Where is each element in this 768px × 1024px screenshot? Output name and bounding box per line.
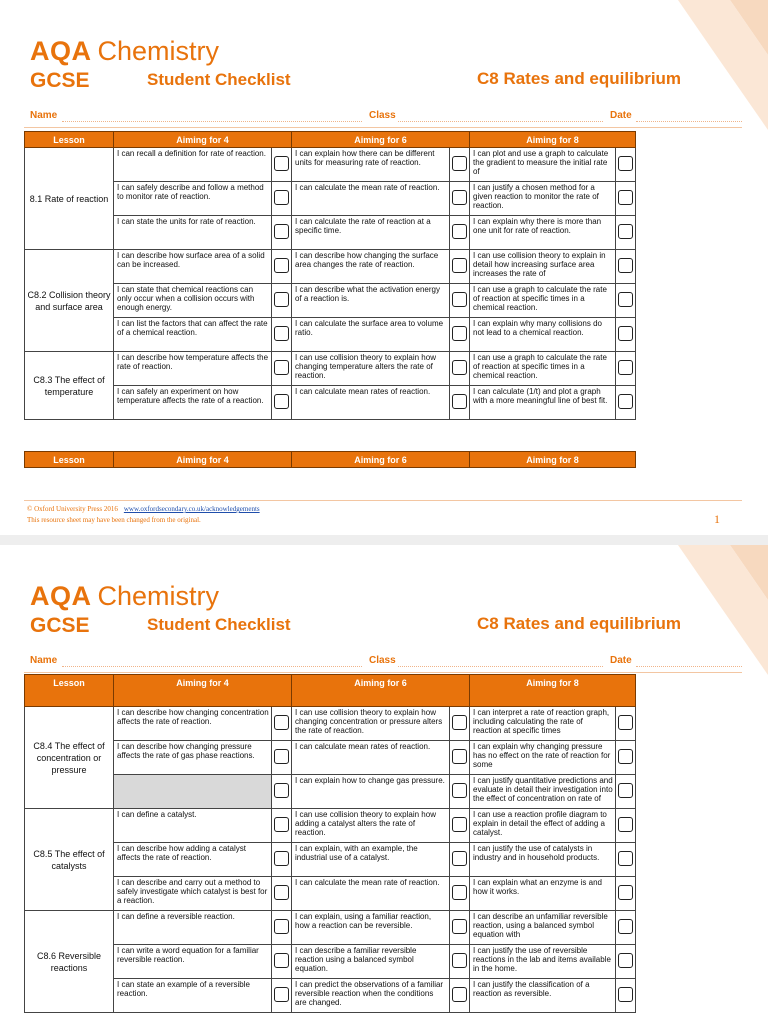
statement-cell: I can define a catalyst.: [114, 809, 272, 843]
copyright-notice: [27, 505, 260, 513]
checkbox-cell: [616, 318, 636, 352]
table-header-row: [25, 452, 636, 468]
tick-checkbox[interactable]: [274, 190, 289, 205]
checklist-table-empty: [24, 451, 636, 468]
checkbox-cell: [272, 877, 292, 911]
statement-cell: I can describe how changing concentration affects the rate of reaction.: [114, 707, 272, 741]
tick-checkbox[interactable]: [452, 394, 467, 409]
modification-notice: This resource sheet may have been changed from the original.: [27, 516, 201, 524]
column-header-aim4: Aiming for 4: [114, 675, 292, 707]
unit-title: C8 Rates and equilibrium: [477, 69, 682, 88]
statement-cell: I can describe a familiar reversible reaction using a balanced symbol equation.: [292, 945, 450, 979]
tick-checkbox[interactable]: [274, 817, 289, 832]
tick-checkbox[interactable]: [274, 292, 289, 307]
checkbox-cell: [616, 775, 636, 809]
tick-checkbox[interactable]: [274, 987, 289, 1002]
checkbox-cell: [616, 250, 636, 284]
table-row: [25, 775, 636, 809]
tick-checkbox[interactable]: [274, 885, 289, 900]
lesson-cell: C8.4 The effect of concentration or pressure: [25, 707, 114, 809]
statement-cell: I can explain what an enzyme is and how it works.: [470, 877, 616, 911]
lesson-cell: C8.3 The effect of temperature: [25, 352, 114, 420]
statement-cell: I can describe what the activation energy of a reaction is.: [292, 284, 450, 318]
tick-checkbox[interactable]: [452, 919, 467, 934]
level-name: GCSE: [30, 614, 90, 637]
checkbox-cell: [450, 284, 470, 318]
checkbox-cell: [616, 911, 636, 945]
table-row: [25, 877, 636, 911]
checkbox-cell: [450, 318, 470, 352]
unit-title: C8 Rates and equilibrium: [477, 614, 682, 633]
statement-cell: I can plot and use a graph to calculate the gradient to measure the initial rate of: [470, 148, 616, 182]
header-rule: [24, 672, 742, 673]
checkbox-cell: [272, 284, 292, 318]
checkbox-cell: [272, 216, 292, 250]
checkbox-cell: [450, 979, 470, 1013]
tick-checkbox[interactable]: [274, 360, 289, 375]
acknowledgements-link[interactable]: www.oxfordsecondary.co.uk/acknowledgements: [123, 505, 260, 513]
statement-cell: I can list the factors that can affect the rate of a chemical reaction.: [114, 318, 272, 352]
tick-checkbox[interactable]: [274, 394, 289, 409]
subject-name: Chemistry: [97, 581, 220, 611]
checkbox-cell: [272, 250, 292, 284]
checkbox-cell: [272, 148, 292, 182]
statement-cell: I can use collision theory to explain how changing temperature alters the rate of reaction.: [292, 352, 450, 386]
checkbox-cell: [450, 945, 470, 979]
statement-cell: I can state an example of a reversible reaction.: [114, 979, 272, 1013]
footer-rule: [24, 500, 742, 501]
tick-checkbox[interactable]: [618, 360, 633, 375]
statement-cell: I can calculate (1/t) and plot a graph with a more meaningful line of best fit.: [470, 386, 616, 420]
table-row: [25, 979, 636, 1013]
statement-cell: I can use collision theory to explain how changing concentration or pressure alters the rate of reaction.: [292, 707, 450, 741]
checkbox-cell: [616, 843, 636, 877]
statement-cell: I can justify the use of reversible reactions in the lab and items available in the home.: [470, 945, 616, 979]
table-header-row: [25, 132, 636, 148]
checkbox-cell: [616, 216, 636, 250]
lesson-cell: 8.1 Rate of reaction: [25, 148, 114, 250]
checkbox-cell: [450, 182, 470, 216]
tick-checkbox[interactable]: [618, 190, 633, 205]
brand-name: AQA: [30, 581, 92, 611]
date-field[interactable]: [636, 666, 742, 667]
tick-checkbox[interactable]: [452, 292, 467, 307]
tick-checkbox[interactable]: [452, 190, 467, 205]
statement-cell: I can use a graph to calculate the rate of reaction at specific times in a chemical reaction.: [470, 284, 616, 318]
column-header-lesson: Lesson: [25, 675, 114, 707]
table-row: [25, 809, 636, 843]
statement-cell: I can safely an experiment on how temperature affects the rate of a reaction.: [114, 386, 272, 420]
statement-cell: I can explain how there can be different units for measuring rate of reaction.: [292, 148, 450, 182]
table-row: [25, 148, 636, 182]
brand-name: AQA: [30, 36, 92, 66]
checkbox-cell: [616, 877, 636, 911]
checkbox-cell: [616, 741, 636, 775]
column-header-lesson: Lesson: [25, 452, 114, 468]
statement-cell: I can predict the observations of a familiar reversible reaction when the conditions are changed.: [292, 979, 450, 1013]
tick-checkbox[interactable]: [618, 394, 633, 409]
column-header-aim4: Aiming for 4: [114, 132, 292, 148]
header-rule: [24, 127, 742, 128]
tick-checkbox[interactable]: [274, 783, 289, 798]
table-row: [25, 250, 636, 284]
checkbox-cell: [272, 707, 292, 741]
tick-checkbox[interactable]: [618, 749, 633, 764]
statement-cell: I can safely describe and follow a method to monitor rate of reaction.: [114, 182, 272, 216]
checkbox-cell: [450, 809, 470, 843]
corner-decoration: [678, 0, 768, 130]
checkbox-cell: [450, 775, 470, 809]
checkbox-cell: [272, 979, 292, 1013]
checkbox-cell: [272, 386, 292, 420]
checkbox-cell: [450, 707, 470, 741]
checklist-subtitle: Student Checklist: [147, 70, 291, 89]
checkbox-cell: [616, 148, 636, 182]
tick-checkbox[interactable]: [618, 953, 633, 968]
statement-cell: I can describe and carry out a method to safely investigate which catalyst is best for a reaction.: [114, 877, 272, 911]
table-row: [25, 707, 636, 741]
statement-cell: I can calculate the mean rate of reaction.: [292, 182, 450, 216]
name-field[interactable]: [62, 666, 362, 667]
statement-cell: I can explain, using a familiar reaction, how a reaction can be reversible.: [292, 911, 450, 945]
tick-checkbox[interactable]: [274, 919, 289, 934]
checkbox-cell: [272, 182, 292, 216]
tick-checkbox[interactable]: [618, 326, 633, 341]
table-row: [25, 318, 636, 352]
class-field[interactable]: [398, 121, 603, 122]
tick-checkbox[interactable]: [274, 326, 289, 341]
table-row: [25, 741, 636, 775]
table-row: [25, 843, 636, 877]
statement-cell: I can use a graph to calculate the rate of reaction at specific times in a chemical reaction.: [470, 352, 616, 386]
checkbox-cell: [616, 182, 636, 216]
statement-cell: I can write a word equation for a familiar reversible reaction.: [114, 945, 272, 979]
tick-checkbox[interactable]: [618, 258, 633, 273]
statement-cell: I can state the units for rate of reaction.: [114, 216, 272, 250]
tick-checkbox[interactable]: [618, 783, 633, 798]
column-header-aim8: Aiming for 8: [470, 132, 636, 148]
checkbox-cell: [616, 386, 636, 420]
tick-checkbox[interactable]: [452, 817, 467, 832]
statement-cell: I can explain how to change gas pressure.: [292, 775, 450, 809]
class-field[interactable]: [398, 666, 603, 667]
checklist-table: [24, 674, 636, 1013]
tick-checkbox[interactable]: [618, 156, 633, 171]
checkbox-cell: [450, 911, 470, 945]
column-header-aim6: Aiming for 6: [292, 452, 470, 468]
checkbox-cell: [450, 352, 470, 386]
checkbox-cell: [616, 809, 636, 843]
checkbox-cell: [272, 911, 292, 945]
table-header-row: [25, 675, 636, 707]
checkbox-cell: [616, 284, 636, 318]
tick-checkbox[interactable]: [618, 715, 633, 730]
checkbox-cell: [616, 707, 636, 741]
checkbox-cell: [450, 216, 470, 250]
tick-checkbox[interactable]: [274, 953, 289, 968]
checkbox-cell: [272, 741, 292, 775]
statement-cell: I can state that chemical reactions can only occur when a collision occurs with enough energy.: [114, 284, 272, 318]
tick-checkbox[interactable]: [618, 224, 633, 239]
checkbox-cell: [272, 352, 292, 386]
statement-cell: I can describe how temperature affects the rate of reaction.: [114, 352, 272, 386]
date-label: Date: [610, 655, 632, 666]
checkbox-cell: [272, 318, 292, 352]
tick-checkbox[interactable]: [274, 156, 289, 171]
statement-cell: I can explain why changing pressure has no effect on the rate of reaction for some: [470, 741, 616, 775]
tick-checkbox[interactable]: [618, 817, 633, 832]
statement-cell: I can describe how adding a catalyst affects the rate of reaction.: [114, 843, 272, 877]
checkbox-cell: [272, 775, 292, 809]
statement-cell: I can describe how changing pressure affects the rate of gas phase reactions.: [114, 741, 272, 775]
column-header-aim6: Aiming for 6: [292, 132, 470, 148]
statement-cell: I can justify a chosen method for a given reaction to monitor the rate of reaction.: [470, 182, 616, 216]
tick-checkbox[interactable]: [274, 258, 289, 273]
checklist-subtitle: Student Checklist: [147, 615, 291, 634]
name-label: Name: [30, 110, 58, 121]
corner-decoration: [678, 545, 768, 675]
table-row: [25, 216, 636, 250]
tick-checkbox[interactable]: [452, 715, 467, 730]
tick-checkbox[interactable]: [274, 851, 289, 866]
statement-cell: I can calculate the mean rate of reaction.: [292, 877, 450, 911]
tick-checkbox[interactable]: [618, 987, 633, 1002]
tick-checkbox[interactable]: [274, 224, 289, 239]
tick-checkbox[interactable]: [452, 258, 467, 273]
statement-cell: I can describe an unfamiliar reversible reaction, using a balanced symbol equation with: [470, 911, 616, 945]
checkbox-cell: [272, 945, 292, 979]
statement-cell: I can use collision theory to explain how adding a catalyst alters the rate of reaction.: [292, 809, 450, 843]
tick-checkbox[interactable]: [618, 919, 633, 934]
statement-cell: I can interpret a rate of reaction graph, including calculating the rate of reaction at specific times: [470, 707, 616, 741]
statement-cell: I can calculate the rate of reaction at a specific time.: [292, 216, 450, 250]
tick-checkbox[interactable]: [618, 292, 633, 307]
level-name: GCSE: [30, 69, 90, 92]
column-header-aim8: Aiming for 8: [470, 675, 636, 707]
tick-checkbox[interactable]: [452, 360, 467, 375]
checkbox-cell: [616, 979, 636, 1013]
tick-checkbox[interactable]: [618, 851, 633, 866]
tick-checkbox[interactable]: [452, 987, 467, 1002]
statement-cell: I can recall a definition for rate of reaction.: [114, 148, 272, 182]
checkbox-cell: [616, 352, 636, 386]
tick-checkbox[interactable]: [452, 953, 467, 968]
class-label: Class: [369, 110, 396, 121]
checkbox-cell: [450, 843, 470, 877]
class-label: Class: [369, 655, 396, 666]
column-header-aim8: Aiming for 8: [470, 452, 636, 468]
name-field[interactable]: [62, 121, 362, 122]
tick-checkbox[interactable]: [452, 783, 467, 798]
lesson-cell: C8.5 The effect of catalysts: [25, 809, 114, 911]
statement-cell: I can use collision theory to explain in detail how increasing surface area increases the rate of: [470, 250, 616, 284]
table-row: [25, 386, 636, 420]
statement-cell: I can explain why there is more than one unit for rate of reaction.: [470, 216, 616, 250]
worksheet-page-2: [0, 545, 768, 1024]
lesson-cell: C8.6 Reversible reactions: [25, 911, 114, 1013]
name-label: Name: [30, 655, 58, 666]
table-row: [25, 945, 636, 979]
tick-checkbox[interactable]: [452, 885, 467, 900]
checkbox-cell: [450, 741, 470, 775]
statement-cell: I can use a reaction profile diagram to explain in detail the effect of adding a catalyst.: [470, 809, 616, 843]
tick-checkbox[interactable]: [274, 749, 289, 764]
column-header-aim4: Aiming for 4: [114, 452, 292, 468]
checkbox-cell: [450, 148, 470, 182]
statement-cell: I can justify the classification of a reaction as reversible.: [470, 979, 616, 1013]
statement-cell: I can explain, with an example, the industrial use of a catalyst.: [292, 843, 450, 877]
lesson-cell: C8.2 Collision theory and surface area: [25, 250, 114, 352]
table-row: [25, 352, 636, 386]
column-header-aim6: Aiming for 6: [292, 675, 470, 707]
statement-cell: I can justify the use of catalysts in industry and in household products.: [470, 843, 616, 877]
page-number: 1: [714, 512, 720, 526]
checkbox-cell: [450, 250, 470, 284]
checkbox-cell: [616, 945, 636, 979]
copyright-text: © Oxford University Press 2016: [27, 505, 118, 513]
tick-checkbox[interactable]: [452, 749, 467, 764]
statement-cell: I can explain why many collisions do not lead to a chemical reaction.: [470, 318, 616, 352]
subject-name: Chemistry: [97, 36, 220, 66]
tick-checkbox[interactable]: [452, 224, 467, 239]
date-label: Date: [610, 110, 632, 121]
tick-checkbox[interactable]: [618, 885, 633, 900]
table-row: [25, 182, 636, 216]
tick-checkbox[interactable]: [452, 851, 467, 866]
checkbox-cell: [450, 877, 470, 911]
table-row: [25, 284, 636, 318]
column-header-lesson: Lesson: [25, 132, 114, 148]
statement-cell: I can define a reversible reaction.: [114, 911, 272, 945]
statement-cell: [114, 775, 272, 809]
statement-cell: I can calculate the surface area to volume ratio.: [292, 318, 450, 352]
checklist-table: [24, 131, 636, 420]
checkbox-cell: [272, 843, 292, 877]
statement-cell: I can describe how surface area of a solid can be increased.: [114, 250, 272, 284]
tick-checkbox[interactable]: [452, 156, 467, 171]
tick-checkbox[interactable]: [452, 326, 467, 341]
statement-cell: I can calculate mean rates of reaction.: [292, 741, 450, 775]
statement-cell: I can describe how changing the surface area changes the rate of reaction.: [292, 250, 450, 284]
table-row: [25, 911, 636, 945]
date-field[interactable]: [636, 121, 742, 122]
statement-cell: I can justify quantitative predictions and evaluate in detail their investigation into the effect of concentration on rate of: [470, 775, 616, 809]
tick-checkbox[interactable]: [274, 715, 289, 730]
checkbox-cell: [272, 809, 292, 843]
statement-cell: I can calculate mean rates of reaction.: [292, 386, 450, 420]
checkbox-cell: [450, 386, 470, 420]
